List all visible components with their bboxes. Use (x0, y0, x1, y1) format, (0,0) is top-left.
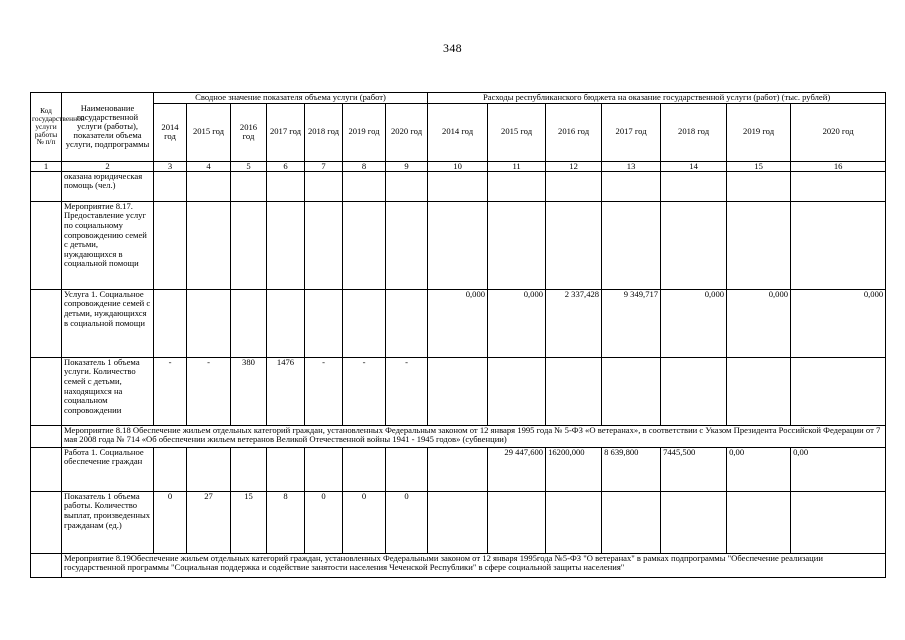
expense-cell (546, 491, 602, 553)
volume-cell (231, 201, 267, 289)
volume-cell: - (343, 357, 386, 425)
volume-cell (187, 447, 231, 491)
volume-cell (343, 289, 386, 357)
expense-cell: 16200,000 (546, 447, 602, 491)
expense-cell: 0,00 (791, 447, 886, 491)
header-expense-year: 2015 год (488, 103, 546, 161)
expense-cell (428, 491, 488, 553)
volume-cell (154, 447, 187, 491)
expense-cell (602, 491, 661, 553)
row-code (31, 171, 62, 201)
row-name: Услуга 1. Социальное сопровождение семей с детьми, нуждающихся в социальной помощи (62, 289, 154, 357)
expense-cell (661, 491, 727, 553)
expense-cell: 9 349,717 (602, 289, 661, 357)
header-volume-year: 2018 год (305, 103, 343, 161)
column-number: 9 (386, 161, 428, 171)
expense-cell (546, 357, 602, 425)
row-code (31, 553, 62, 577)
volume-cell (267, 201, 305, 289)
expense-cell (546, 171, 602, 201)
expense-cell (602, 357, 661, 425)
expense-cell (488, 201, 546, 289)
volume-cell (231, 289, 267, 357)
event-8-18-title: Мероприятие 8.18 Обеспечение жильем отдельных категорий граждан, установленных Федеральным законом от 12 января 1995 года № 5-ФЗ «О ветеранах», в соответствии с Указом Президента Российской Федерации от 7 мая 2008 года № 714 «Об обеспечении жильем ветеранов Великой Отечественной войны 1941 - 1945 годов» (субвенции) (62, 425, 886, 447)
volume-cell: 0 (154, 491, 187, 553)
expense-cell (602, 171, 661, 201)
row-name: Работа 1. Социальное обеспечение граждан (62, 447, 154, 491)
column-number-row (31, 161, 886, 171)
row-name: Показатель 1 объема работы. Количество выплат, произведенных гражданам (ед.) (62, 491, 154, 553)
row-code (31, 491, 62, 553)
volume-cell (154, 171, 187, 201)
header-expense-year: 2019 год (727, 103, 791, 161)
header-volume-year: 2016 год (231, 103, 267, 161)
row-code (31, 201, 62, 289)
volume-cell: 8 (267, 491, 305, 553)
header-expense-year: 2018 год (661, 103, 727, 161)
header-volume-group: Сводное значение показателя объема услуги (работ) (154, 93, 428, 104)
budget-table (30, 92, 886, 578)
column-number: 3 (154, 161, 187, 171)
volume-cell: 380 (231, 357, 267, 425)
expense-cell: 0,000 (428, 289, 488, 357)
volume-cell (386, 289, 428, 357)
column-number: 7 (305, 161, 343, 171)
expense-cell (727, 357, 791, 425)
volume-cell: 27 (187, 491, 231, 553)
column-number: 13 (602, 161, 661, 171)
table-row (31, 491, 886, 553)
header-code: Код государственной услуги работы № п/п (31, 93, 62, 162)
volume-cell (231, 447, 267, 491)
volume-cell (386, 201, 428, 289)
volume-cell: - (187, 357, 231, 425)
column-number: 1 (31, 161, 62, 171)
expense-cell (791, 171, 886, 201)
row-name: Мероприятие 8.17. Предоставление услуг по социальному сопровождению семей с детьми, нуждающихся в социальной помощи (62, 201, 154, 289)
volume-cell (305, 447, 343, 491)
volume-cell: 0 (343, 491, 386, 553)
column-number: 4 (187, 161, 231, 171)
volume-cell: - (154, 357, 187, 425)
header-name: Наименование государственной услуги (работы), показатели объема услуги, подпрограммы (62, 93, 154, 162)
expense-cell (428, 201, 488, 289)
volume-cell (305, 171, 343, 201)
row-code (31, 447, 62, 491)
expense-cell (727, 201, 791, 289)
volume-cell: - (386, 357, 428, 425)
column-number: 11 (488, 161, 546, 171)
volume-cell (231, 171, 267, 201)
table-row (31, 357, 886, 425)
volume-cell: 0 (386, 491, 428, 553)
row-code (31, 357, 62, 425)
event-row (31, 553, 886, 577)
header-volume-year: 2014 год (154, 103, 187, 161)
expense-cell: 7445,500 (661, 447, 727, 491)
table-row (31, 201, 886, 289)
expense-cell (661, 171, 727, 201)
volume-cell (343, 447, 386, 491)
expense-cell (791, 491, 886, 553)
page-number: 348 (443, 41, 462, 55)
volume-cell (187, 171, 231, 201)
expense-cell (791, 201, 886, 289)
header-row-years (31, 103, 886, 161)
header-volume-year: 2015 год (187, 103, 231, 161)
volume-cell (386, 447, 428, 491)
column-number: 5 (231, 161, 267, 171)
header-volume-year: 2017 год (267, 103, 305, 161)
volume-cell (267, 289, 305, 357)
expense-cell (727, 171, 791, 201)
header-expense-group: Расходы республиканского бюджета на оказание государственной услуги (работ) (тыс. рублей) (428, 93, 886, 104)
volume-cell (386, 171, 428, 201)
expense-cell (727, 491, 791, 553)
expense-cell: 0,000 (488, 289, 546, 357)
row-code (31, 425, 62, 447)
volume-cell (154, 201, 187, 289)
expense-cell (546, 201, 602, 289)
column-number: 14 (661, 161, 727, 171)
header-expense-year: 2016 год (546, 103, 602, 161)
expense-cell (602, 201, 661, 289)
column-number: 2 (62, 161, 154, 171)
volume-cell (267, 447, 305, 491)
table-row (31, 171, 886, 201)
volume-cell (187, 289, 231, 357)
expense-cell (661, 357, 727, 425)
column-number: 16 (791, 161, 886, 171)
volume-cell (305, 289, 343, 357)
header-volume-year: 2020 год (386, 103, 428, 161)
header-expense-year: 2020 год (791, 103, 886, 161)
column-number: 10 (428, 161, 488, 171)
header-expense-year: 2017 год (602, 103, 661, 161)
expense-cell: 0,00 (727, 447, 791, 491)
volume-cell (267, 171, 305, 201)
expense-cell (428, 357, 488, 425)
event-row (31, 425, 886, 447)
expense-cell: 2 337,428 (546, 289, 602, 357)
volume-cell: 0 (305, 491, 343, 553)
volume-cell (187, 201, 231, 289)
row-code (31, 289, 62, 357)
expense-cell (488, 357, 546, 425)
row-name: оказана юридическая помощь (чел.) (62, 171, 154, 201)
header-row-groups (31, 93, 886, 104)
header-volume-year: 2019 год (343, 103, 386, 161)
column-number: 12 (546, 161, 602, 171)
expense-cell (488, 171, 546, 201)
volume-cell: - (305, 357, 343, 425)
table-row (31, 447, 886, 491)
column-number: 8 (343, 161, 386, 171)
expense-cell (428, 447, 488, 491)
volume-cell (343, 201, 386, 289)
volume-cell (343, 171, 386, 201)
table-row (31, 289, 886, 357)
row-name: Показатель 1 объема услуги. Количество семей с детьми, находящихся на социальном сопровождении (62, 357, 154, 425)
expense-cell: 0,000 (661, 289, 727, 357)
expense-cell (488, 491, 546, 553)
expense-cell: 0,000 (727, 289, 791, 357)
expense-cell: 0,000 (791, 289, 886, 357)
expense-cell (428, 171, 488, 201)
expense-cell: 29 447,600 (488, 447, 546, 491)
volume-cell (154, 289, 187, 357)
header-expense-year: 2014 год (428, 103, 488, 161)
column-number: 6 (267, 161, 305, 171)
expense-cell: 8 639,800 (602, 447, 661, 491)
volume-cell: 1476 (267, 357, 305, 425)
expense-cell (791, 357, 886, 425)
volume-cell: 15 (231, 491, 267, 553)
volume-cell (305, 201, 343, 289)
event-8-19-title: Мероприятие 8.19Обеспечение жильем отдельных категорий граждан, установленных Федеральными законом от 12 января 1995года №5-ФЗ "О ветеранах" в рамках подпрограммы "Обеспечение реализации государственной программы "Социальная поддержка и содействие занятости населения Чеченской Республики" в сфере социальной защиты населения" (62, 553, 886, 577)
expense-cell (661, 201, 727, 289)
column-number: 15 (727, 161, 791, 171)
